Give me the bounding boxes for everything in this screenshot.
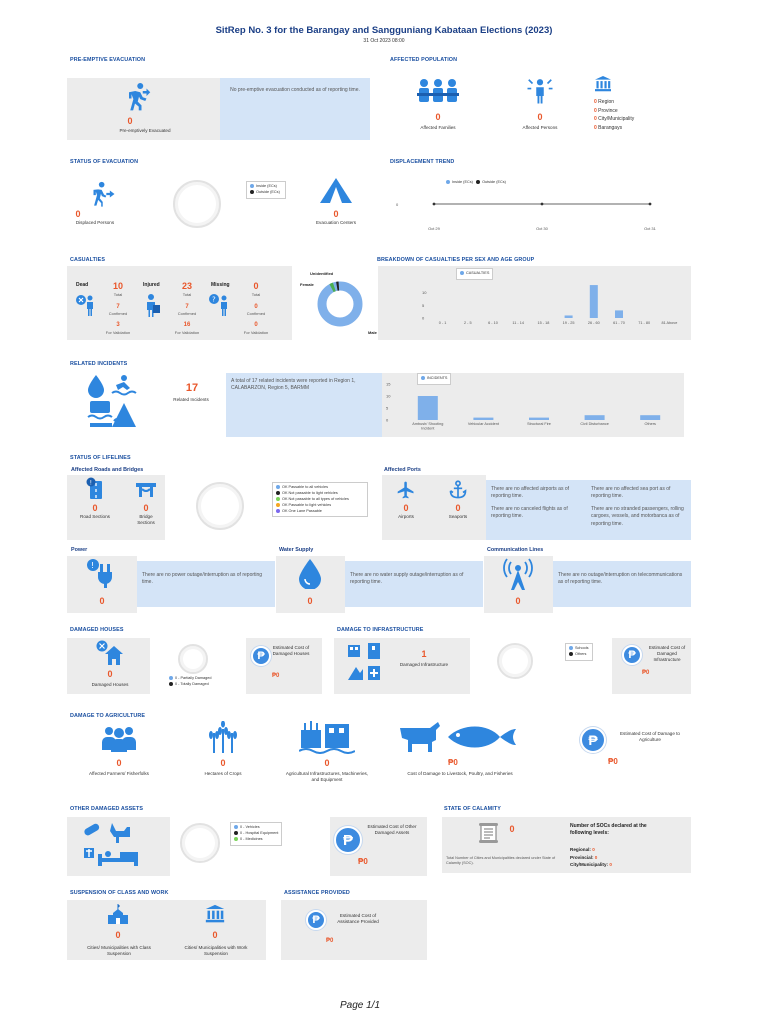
svg-text:!: ! xyxy=(89,479,93,487)
infra-cost-value: ₱0 xyxy=(642,670,650,676)
missing-validation-label: For Validation xyxy=(243,330,269,335)
dead-confirmed: 7 xyxy=(116,304,120,310)
x-tick-label: 26 - 60 xyxy=(587,321,600,325)
agri-infrastructure-icon xyxy=(299,720,355,754)
assets-donut xyxy=(180,823,220,863)
agri-cost-value: ₱0 xyxy=(608,757,618,766)
section-title: OTHER DAMAGED ASSETS xyxy=(70,806,144,812)
scroll-document-icon xyxy=(478,822,500,844)
crops-value: 0 xyxy=(220,758,226,768)
x-tick-label: Civil Disturbance xyxy=(580,422,609,426)
trend-point xyxy=(433,203,436,206)
casualty-bar xyxy=(590,285,598,318)
water-drop-icon xyxy=(298,559,322,589)
injured-validation-label: For Validation xyxy=(174,330,200,335)
x-tick-label: Incident xyxy=(421,426,435,431)
incidents-chart xyxy=(384,380,682,436)
government-office-icon xyxy=(205,904,225,924)
bridge-sections-label: Bridge Sections xyxy=(137,514,155,525)
displaced-persons-label: Displaced Persons xyxy=(75,220,115,225)
report-date: 31 Oct 2023 08:00 xyxy=(363,38,405,44)
y-tick-label: 5 xyxy=(422,302,425,308)
affected-admin-list: 0 Region 0 Province 0 City/Municipality 0 Barangays xyxy=(594,99,635,131)
dead-total-label: Total xyxy=(113,292,123,297)
socs-label: Number of SOCs declared at the following levels: xyxy=(570,823,647,836)
breakdown-legend: CASUALTIES xyxy=(456,268,493,280)
water-title: Water Supply xyxy=(279,547,314,553)
section-title: BREAKDOWN OF CASUALTIES PER SEX AND AGE GROUP xyxy=(377,257,535,263)
soc-levels: Regional: 0 Provincial: 0 City/Municipality: 0 xyxy=(570,847,612,868)
incidents-label: Related Incidents xyxy=(173,397,209,402)
tent-icon xyxy=(318,177,354,205)
work-suspension-value: 0 xyxy=(212,930,218,940)
section-title: SUSPENSION OF CLASS AND WORK xyxy=(70,890,169,896)
incident-bar xyxy=(640,415,660,420)
x-tick-label: Oct 29 xyxy=(428,226,440,231)
incident-bar xyxy=(473,418,493,420)
houses-cost-value: ₱0 xyxy=(272,673,280,679)
livestock-fish-icon xyxy=(398,720,518,754)
peso-coin-icon: ₱ xyxy=(251,646,271,666)
incidents-value: 17 xyxy=(185,382,199,394)
missing-confirmed-label: Confirmed xyxy=(246,311,266,316)
comm-title: Communication Lines xyxy=(487,547,544,553)
peso-coin-icon: ₱ xyxy=(334,826,362,854)
section-title: RELATED INCIDENTS xyxy=(70,361,128,367)
bridge-icon xyxy=(136,480,156,498)
affected-persons-label: Affected Persons xyxy=(522,125,558,130)
power-note: There are no power outage/interruption as of reporting time. xyxy=(137,561,275,607)
preemptive-value: 0 xyxy=(127,116,133,126)
section-title: ASSISTANCE PROVIDED xyxy=(284,890,350,896)
x-tick-label: Structural Fire xyxy=(527,422,551,426)
missing-total-label: Total xyxy=(251,292,261,297)
y-tick-label: 0 xyxy=(422,315,425,321)
y-tick-label: 10 xyxy=(386,393,391,399)
comm-value: 0 xyxy=(515,596,521,606)
livestock-label: Cost of Damage to Livestock, Poultry, and Fisheries xyxy=(407,771,513,776)
airports-note: There are no affected airports as of reporting time. xyxy=(491,486,570,500)
svg-text:!: ! xyxy=(91,561,95,570)
section-title: DAMAGED HOUSES xyxy=(70,627,124,633)
agri-cost-label: Estimated Cost of Damage to Agriculture xyxy=(619,731,680,742)
damaged-houses-label: Damaged Houses xyxy=(91,682,129,687)
casualty-bar xyxy=(615,310,623,318)
affected-families-value: 0 xyxy=(435,112,441,122)
section-title: STATUS OF LIFELINES xyxy=(70,455,131,461)
evacuation-legend: Inside (ECs) Outside (ECs) xyxy=(246,181,286,199)
assistance-panel xyxy=(281,900,427,960)
preemptive-label: Pre-emptively Evacuated xyxy=(119,128,171,133)
x-tick-label: Oct 30 xyxy=(536,226,548,231)
flights-note: There are no canceled flights as of reporting time. xyxy=(491,506,568,520)
svg-text:?: ? xyxy=(212,295,216,304)
peso-coin-icon: ₱ xyxy=(306,910,326,930)
donut-label-female: Female xyxy=(300,282,314,287)
section-title: STATUS OF EVACUATION xyxy=(70,159,139,165)
class-suspension-label: Cities/ Municipalities with Class Suspension xyxy=(87,945,151,956)
section-title: DAMAGE TO INFRASTRUCTURE xyxy=(337,627,424,633)
injured-confirmed: 7 xyxy=(185,304,189,310)
infra-cost-label: Estimated Cost of Damaged Infrastructure xyxy=(648,645,686,662)
affected-person-icon xyxy=(525,76,555,106)
injured-validation: 16 xyxy=(183,322,191,328)
road-sections-label: Road Sections xyxy=(80,514,110,519)
airports-value: 0 xyxy=(403,503,409,513)
ports-title: Affected Ports xyxy=(384,467,421,473)
affected-families-label: Affected Families xyxy=(420,125,456,130)
livestock-cost-value: ₱0 xyxy=(448,758,458,767)
anchor-icon xyxy=(448,480,468,500)
assets-legend: 0 - Vehicles 0 - Hospital Equipment 0 - Medicines xyxy=(230,822,282,846)
dead-person-icon xyxy=(76,293,98,317)
damaged-infra-label: Damaged Infrastructure xyxy=(399,662,449,667)
houses-cost-label: Estimated Cost of Damaged Houses xyxy=(272,645,310,656)
y-tick-label: 15 xyxy=(386,381,391,387)
section-title: DAMAGE TO AGRICULTURE xyxy=(70,713,146,719)
class-suspension-value: 0 xyxy=(115,930,121,940)
section-title: DISPLACEMENT TREND xyxy=(390,159,455,165)
calamity-value: 0 xyxy=(509,824,515,834)
x-tick-label: 61 - 70 xyxy=(613,321,625,325)
section-title: PRE-EMPTIVE EVACUATION xyxy=(70,57,146,63)
dead-total: 10 xyxy=(112,281,123,291)
running-person-icon xyxy=(124,81,154,111)
x-tick-label: 81 Above xyxy=(661,321,678,325)
incident-bar xyxy=(418,396,438,420)
trend-point xyxy=(541,203,544,206)
injured-confirmed-label: Confirmed xyxy=(177,311,197,316)
page-title: SitRep No. 3 for the Barangay and Sangguniang Kabataan Elections (2023) xyxy=(215,25,553,36)
peso-coin-icon: ₱ xyxy=(622,645,642,665)
ports-notes xyxy=(486,480,691,540)
farmers-label: Affected Farmers/ Fisherfolks xyxy=(89,771,149,776)
injured-total-label: Total xyxy=(182,292,192,297)
damaged-house-icon xyxy=(96,640,124,666)
dead-confirmed-label: Confirmed xyxy=(108,311,128,316)
y-tick-label: 0 xyxy=(396,202,399,207)
roads-title: Affected Roads and Bridges xyxy=(71,467,144,473)
assets-cost-label: Estimated Cost of Other Damaged Assets xyxy=(367,824,417,835)
evacuation-donut xyxy=(173,180,221,228)
missing-label: Missing xyxy=(211,282,230,288)
missing-confirmed: 0 xyxy=(254,304,258,310)
x-tick-label: 19 - 25 xyxy=(562,321,575,325)
power-title: Power xyxy=(71,547,88,553)
displacement-legend: Inside (ECs) Outside (ECs) xyxy=(443,178,509,188)
y-tick-label: 5 xyxy=(386,405,389,411)
y-tick-label: 10 xyxy=(422,290,427,296)
farmers-icon xyxy=(100,724,138,752)
incidents-note: A total of 17 related incidents were reported in Region 1, CALABARZON, Region 5, BARMM xyxy=(226,373,382,437)
section-title: AFFECTED POPULATION xyxy=(390,57,458,63)
bridge-sections-value: 0 xyxy=(143,503,149,513)
x-tick-label: 6 - 10 xyxy=(488,321,498,325)
x-tick-label: 15 - 18 xyxy=(537,321,550,325)
dead-validation: 3 xyxy=(116,322,120,328)
assistance-cost-value: ₱0 xyxy=(326,938,334,944)
evacuation-centers-value: 0 xyxy=(333,209,339,219)
injured-person-icon xyxy=(143,293,161,317)
missing-total: 0 xyxy=(253,281,259,291)
donut-label-male: Male xyxy=(368,330,377,335)
page-number: Page 1/1 xyxy=(339,1000,381,1011)
damaged-houses-value: 0 xyxy=(107,669,113,679)
age-breakdown-chart xyxy=(412,276,688,332)
road-icon xyxy=(86,477,106,499)
x-tick-label: Ambush/ Shooting xyxy=(412,422,444,426)
farmers-value: 0 xyxy=(116,758,122,768)
peso-coin-icon: ₱ xyxy=(580,727,606,753)
dead-label: Dead xyxy=(76,282,89,288)
crops-icon xyxy=(206,721,240,753)
evacuation-centers-label: Evacuation Centers xyxy=(315,220,357,225)
missing-person-icon xyxy=(209,293,231,317)
airplane-icon xyxy=(396,480,416,500)
passengers-note: There are no stranded passengers, rolling cargoes, vessels, and motorbanca as of reporting time. xyxy=(591,506,684,527)
agri-infra-label: Agricultural Infrastructures, Machineries, and Equipment xyxy=(285,771,369,782)
incident-bar xyxy=(585,415,605,420)
dead-validation-label: For Validation xyxy=(105,330,131,335)
section-title: CASUALTIES xyxy=(70,257,106,263)
seaports-note: There are no affected sea port as of reporting time. xyxy=(591,486,671,500)
agri-infra-value: 0 xyxy=(324,758,330,768)
assets-icon xyxy=(82,820,142,868)
sex-donut-chart xyxy=(316,280,364,328)
x-tick-label: 11 - 14 xyxy=(512,321,524,325)
injured-label: Injured xyxy=(143,282,160,288)
incident-bar xyxy=(529,418,549,420)
family-icon xyxy=(415,76,461,106)
infrastructure-icon xyxy=(346,642,382,682)
injured-total: 23 xyxy=(181,281,192,291)
damaged-infra-value: 1 xyxy=(421,649,427,659)
hazards-icon xyxy=(86,373,138,429)
displaced-person-icon xyxy=(90,180,118,208)
road-sections-value: 0 xyxy=(92,503,98,513)
donut-label-unidentified: Unidentified xyxy=(310,271,334,276)
work-suspension-label: Cities/ Municipalities with Work Suspension xyxy=(184,945,248,956)
preemptive-note: No pre-emptive evacuation conducted as of reporting time. xyxy=(220,78,370,140)
x-tick-label: 71 - 80 xyxy=(638,321,651,325)
airports-label: Airports xyxy=(398,514,414,519)
comm-note: There are no outage/interruption on telecommunications as of reporting time. xyxy=(553,561,691,607)
x-tick-label: Others xyxy=(644,422,656,426)
infra-donut xyxy=(497,643,533,679)
assets-cost-value: ₱0 xyxy=(358,857,368,866)
infra-legend: Schools Others xyxy=(565,643,593,661)
affected-persons-value: 0 xyxy=(537,112,543,122)
power-plug-icon xyxy=(86,558,118,588)
water-value: 0 xyxy=(307,596,313,606)
x-tick-label: Oct 31 xyxy=(644,226,656,231)
roads-legend: OK Passable to all vehicles OK Not passable to light vehicles OK Not passable to all types of vehicles OK Passable to light vehicles OK One Lane Passable xyxy=(272,482,368,517)
x-tick-label: 0 - 1 xyxy=(438,321,447,325)
houses-legend: 0 - Partially Damaged 0 - Totally Damaged xyxy=(166,674,215,690)
displacement-trend-chart xyxy=(388,190,678,240)
x-tick-label: Vehicular Accident xyxy=(467,422,499,426)
water-note: There are no water supply outage/interruption as of reporting time. xyxy=(345,561,483,607)
crops-label: Hectares of Crops xyxy=(204,771,242,776)
assistance-cost-label: Estimated Cost of Assistance Provided xyxy=(337,913,379,924)
displaced-persons-value: 0 xyxy=(75,209,81,219)
calamity-note: Total Number of Cities and Municipalities declared under State of Calamity (SOC). xyxy=(446,856,556,866)
government-building-icon xyxy=(594,76,612,92)
y-tick-label: 0 xyxy=(386,417,389,423)
houses-donut xyxy=(178,644,208,674)
x-tick-label: 2 - 5 xyxy=(463,321,472,325)
missing-validation: 0 xyxy=(254,322,258,328)
seaports-value: 0 xyxy=(455,503,461,513)
trend-point xyxy=(649,203,652,206)
incidents-legend: INCIDENTS xyxy=(417,373,451,385)
signal-tower-icon xyxy=(503,558,533,590)
roads-donut xyxy=(196,482,244,530)
power-value: 0 xyxy=(99,596,105,606)
casualty-bar xyxy=(565,315,573,318)
section-title: STATE OF CALAMITY xyxy=(444,806,501,812)
school-icon xyxy=(108,904,128,924)
seaports-label: Seaports xyxy=(448,514,468,519)
